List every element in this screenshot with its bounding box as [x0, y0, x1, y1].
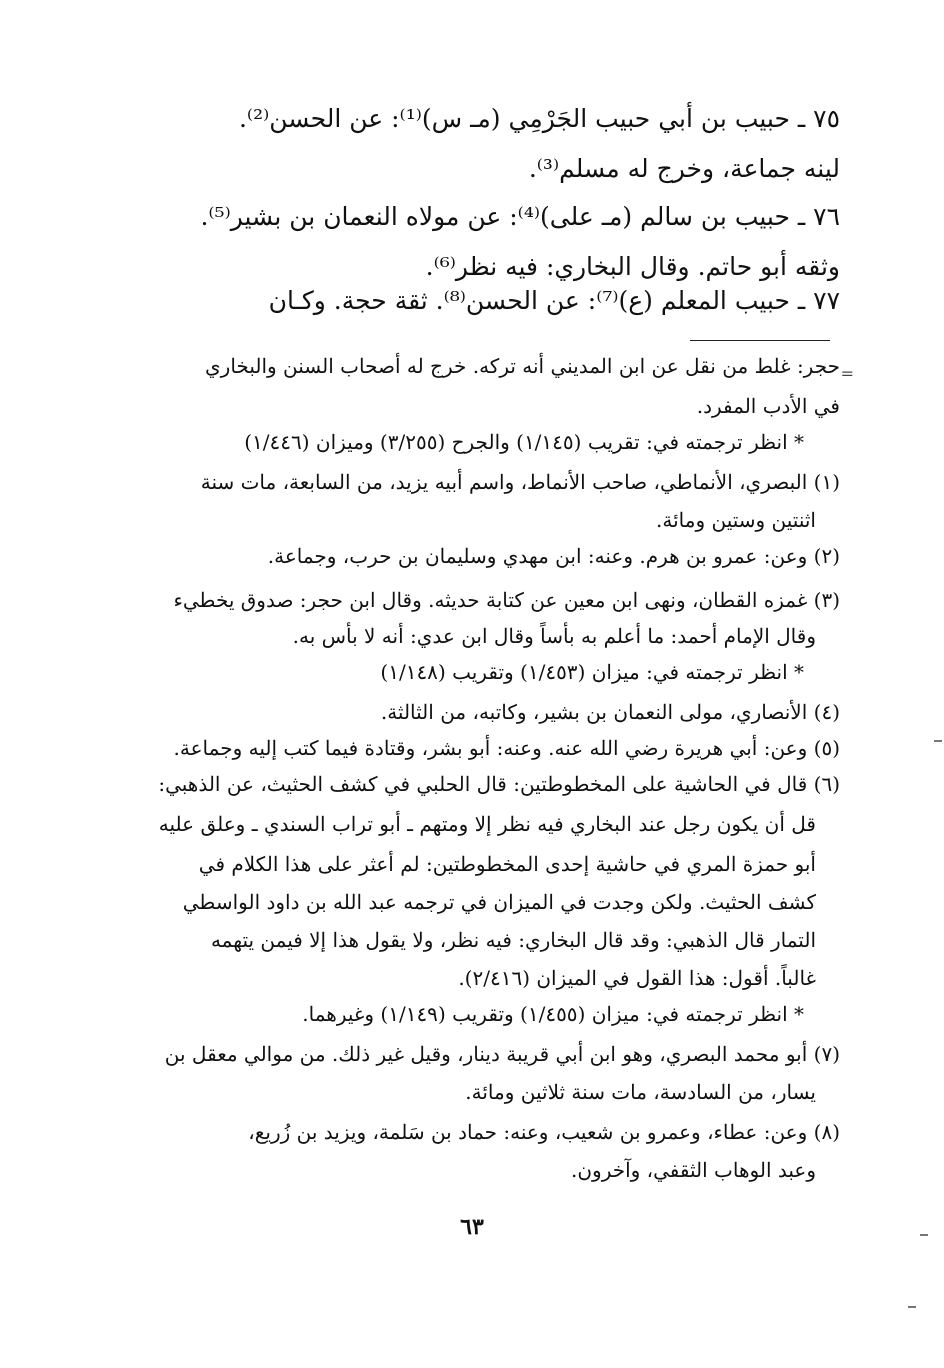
footnote-line: حجر: غلط من نقل عن ابن المديني أنه تركه. خرج له أصحاب السنن والبخاري	[205, 354, 840, 378]
page-number: ٦٣	[460, 1214, 484, 1240]
footnote-line: في الأدب المفرد.	[696, 394, 840, 418]
footnote-3: (٣) غمزه القطان، ونهى ابن معين عن كتابة حديثه. وقال ابن حجر: صدوق يخطيء	[173, 588, 840, 612]
footnote-line: كشف الحثيث. ولكن وجدت في الميزان في ترجمه عبد الله بن داود الواسطي	[182, 890, 816, 914]
footnote-source-line: * انظر ترجمته في: تقريب (١/١٤٥) والجرح (٣/٢٥٥) وميزان (١/٤٤٦)	[244, 430, 804, 454]
entry-75	[150, 94, 840, 194]
footnote-1: (١) البصري، الأنماطي، صاحب الأنماط، واسم أبيه يزيد، من السابعة، مات سنة	[200, 470, 840, 494]
footnote-line: وعبد الوهاب الثقفي، وآخرون.	[570, 1158, 816, 1182]
footnote-line: غالباً. أقول: هذا القول في الميزان (٢/٤١٦).	[458, 966, 816, 990]
footnote-6: (٦) قال في الحاشية على المخطوطتين: قال الحلبي في كشف الحثيث، عن الذهبي:	[158, 772, 840, 796]
footnote-separator	[690, 340, 830, 341]
entry-77-line-1: ٧٧ ـ حبيب المعلم (ع)⁽⁷⁾: عن الحسن⁽⁸⁾. ثقة حجة. وكـان	[268, 286, 840, 315]
footnote-line: التمار قال الذهبي: وقد قال البخاري: فيه نظر، ولا يقول هذا إلا فيمن يتهمه	[210, 928, 816, 952]
footnote-line: قل أن يكون رجل عند البخاري فيه نظر إلا ومتهم ـ أبو تراب السندي ـ وعلق عليه	[158, 812, 816, 836]
entry-76-line-1: ٧٦ ـ حبيب بن سالم (مـ علی)⁽⁴⁾: عن مولاه النعمان بن بشير⁽⁵⁾.	[200, 202, 840, 231]
entry-77	[150, 276, 840, 326]
scan-speck	[908, 1306, 916, 1308]
footnote-line: اثنتين وستين ومائة.	[656, 508, 816, 532]
footnote-2: (٢) وعن: عمرو بن هرم. وعنه: ابن مهدي وسليمان بن حرب، وجماعة.	[267, 544, 840, 568]
footnote-8: (٨) وعن: عطاء، وعمرو بن شعيب، وعنه: حماد بن سَلمة، ويزيد بن زُريع،	[248, 1120, 840, 1144]
margin-mark: =	[840, 364, 854, 383]
footnote-5: (٥) وعن: أبي هريرة رضي الله عنه. وعنه: أبو بشر، وقتادة فيما كتب إليه وجماعة.	[173, 736, 840, 760]
footnote-line: يسار، من السادسة، مات سنة ثلاثين ومائة.	[465, 1080, 816, 1104]
entry-75-line-2: لينه جماعة، وخرج له مسلم⁽³⁾.	[528, 154, 840, 183]
entry-75-line-1: ٧٥ ـ حبيب بن أبي حبيب الجَرْمِي (مـ س)⁽¹⁾: عن الحسن⁽²⁾.	[238, 104, 840, 133]
footnote-line: أبو حمزة المري في حاشية إحدى المخطوطتين: لم أعثر على هذا الكلام في	[198, 852, 816, 876]
footnote-4: (٤) الأنصاري، مولى النعمان بن بشير، وكاتبه، من الثالثة.	[380, 700, 840, 724]
footnote-source-line: * انظر ترجمته في: ميزان (١/٤٥٣) وتقريب (١/١٤٨)	[380, 660, 804, 684]
footnote-7: (٧) أبو محمد البصري، وهو ابن أبي قريبة دينار، وقيل غير ذلك. من موالي معقل بن	[164, 1042, 840, 1066]
entry-76-line-2: وثقه أبو حاتم. وقال البخاري: فيه نظر⁽⁶⁾.	[425, 252, 840, 281]
scan-speck	[934, 740, 942, 742]
footnote-source-line: * انظر ترجمته في: ميزان (١/٤٥٥) وتقريب (١/١٤٩) وغيرهما.	[302, 1002, 804, 1026]
scan-speck	[920, 1234, 928, 1236]
footnote-line: وقال الإمام أحمد: ما أعلم به بأساً وقال ابن عدي: أنه لا بأس به.	[292, 624, 816, 648]
